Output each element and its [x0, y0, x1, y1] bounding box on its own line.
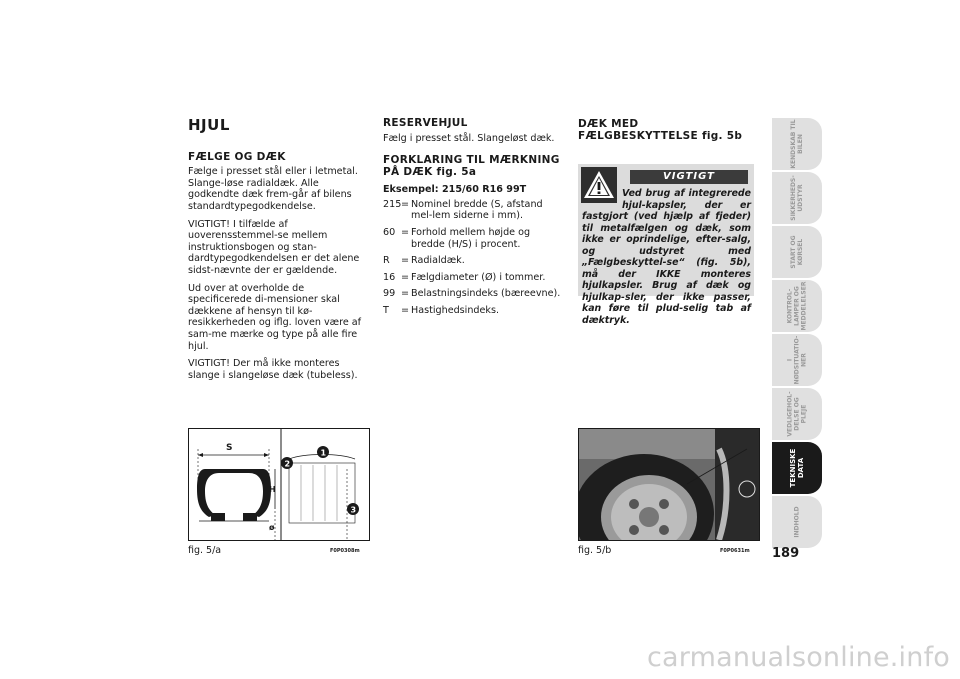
definition-equals: = [401, 304, 410, 316]
column-spare-wheel [383, 118, 565, 322]
definition-equals: = [401, 226, 410, 238]
definition-key: R [383, 255, 390, 267]
example-line: Eksempel: 215/60 R16 99T [383, 184, 527, 196]
paragraph: VIGTIGT! Der må ikke monteres slange i slangeløse dæk (tubeless). [188, 358, 358, 381]
label-s: S [226, 443, 233, 453]
figure-tyre-dimensions [188, 428, 370, 541]
tab-label: I NØDSITUATIO-NER [786, 335, 808, 385]
callout-1: 1 [320, 448, 327, 458]
watermark: carmanualsonline.info [647, 642, 950, 673]
definition-row [383, 227, 565, 250]
tab-label: START OG KØRSEL [790, 235, 804, 269]
page-number: 189 [772, 546, 800, 561]
tab-tekniske-data[interactable] [772, 442, 822, 494]
tyre-cross-section-diagram [189, 429, 369, 540]
figure-caption: fig. 5/b [578, 545, 612, 556]
figure-code: F0P0631m [720, 548, 750, 554]
figure-rim-protector-photo [578, 428, 760, 541]
definition-value: Belastningsindeks (bæreevne). [411, 288, 561, 300]
definition-row [383, 272, 565, 284]
definition-value: Hastighedsindeks. [411, 304, 500, 316]
label-diameter: ø [269, 523, 275, 532]
tab-label: INDHOLD [793, 506, 801, 538]
rims-tyres-heading: FÆLGE OG DÆK [188, 150, 286, 163]
definition-row [383, 199, 565, 222]
tab-label: TEKNISKE DATA [789, 448, 805, 488]
warning-label: VIGTIGT [630, 170, 748, 184]
tab-indhold[interactable] [772, 496, 822, 548]
definition-equals: = [401, 288, 410, 300]
tab-label: KENDSKAB TIL BILEN [790, 119, 804, 169]
definition-key: 99 [383, 288, 396, 300]
definition-row [383, 255, 565, 267]
tab-sikkerhedsudstyr[interactable] [772, 172, 822, 224]
tab-kontrollamper[interactable] [772, 280, 822, 332]
tab-kendskab-til-bilen[interactable] [772, 118, 822, 170]
tab-label: KONTROL-LAMPER OG MEDDELELSER [786, 281, 808, 331]
definition-key: 60 [383, 226, 396, 238]
rim-protector-heading: DÆK MED FÆLGBESKYTTELSE fig. 5b [578, 118, 743, 142]
tab-nodsituationer[interactable] [772, 334, 822, 386]
figure-code: F0P0308m [330, 548, 360, 554]
paragraph: VIGTIGT! I tilfælde af uoverensstemmel-se mellem instruktionsbogen og stan-dardtypegodkendelsen er det alene sidst-nævnte der er gældende. [188, 218, 360, 276]
definition-value: Nominel bredde (S, afstand mel-lem siderne i mm). [411, 198, 543, 222]
callout-2: 2 [284, 459, 291, 469]
paragraph: Ud over at overholde de specificerede di-mensioner skal dækkene af hensyn til kø-resikkerheden og iflg. loven være af sam-me mærke og type på alle fire hjul. [188, 282, 362, 352]
spare-wheel-heading: RESERVEHJUL [383, 117, 468, 129]
figure-caption: fig. 5/a [188, 545, 222, 556]
label-h: H [269, 485, 276, 494]
wheel-photo [579, 429, 759, 540]
page-title: HJUL [188, 116, 230, 134]
tab-label: VEDLIGEHOL-DELSE OG PLEJE [786, 391, 808, 437]
definition-equals: = [401, 271, 410, 283]
definition-value: Fælgdiameter (Ø) i tommer. [411, 271, 546, 283]
warning-text: Ved brug af integrerede hjul-kapsler, der er fastgjort (ved hjælp af fjeder) til metalfælgen og dæk, som ikke er oprindelige, efter-salg, og udstyret med „Fælgbeskyttel-se“ (fig. 5b), må der IKKE monteres hjulkapsler. Brug af dæk og hjulkap-sler, der ikke passer, kan føre til plud-selig tab af dæktryk. [582, 188, 751, 326]
tab-vedligeholdelse[interactable] [772, 388, 822, 440]
column-rim-protector [578, 118, 760, 148]
definition-value: Forhold mellem højde og bredde (H/S) i procent. [411, 226, 531, 250]
paragraph: Fælg i presset stål. Slangeløst dæk. [383, 132, 555, 144]
definition-row [383, 305, 565, 317]
warning-box [578, 164, 754, 326]
definition-equals: = [401, 198, 410, 210]
column-wheels [188, 118, 370, 387]
definition-row [383, 288, 565, 300]
definition-key: 16 [383, 271, 396, 283]
definition-value: Radialdæk. [411, 255, 465, 267]
definition-equals: = [401, 255, 410, 267]
definition-key: T [383, 304, 389, 316]
callout-3: 3 [350, 505, 357, 515]
tyre-marking-heading: FORKLARING TIL MÆRKNING PÅ DÆK fig. 5a [383, 154, 560, 179]
definition-key: 215 [383, 198, 402, 210]
tab-label: SIKKERHEDS-UDSTYR [790, 175, 804, 221]
paragraph: Fælge i presset stål eller i letmetal. Slange-løse radialdæk. Alle godkendte dæk frem-går af bilens standardtypegodkendelse. [188, 166, 358, 212]
definition-list [383, 199, 565, 317]
tab-start-og-korsel[interactable] [772, 226, 822, 278]
